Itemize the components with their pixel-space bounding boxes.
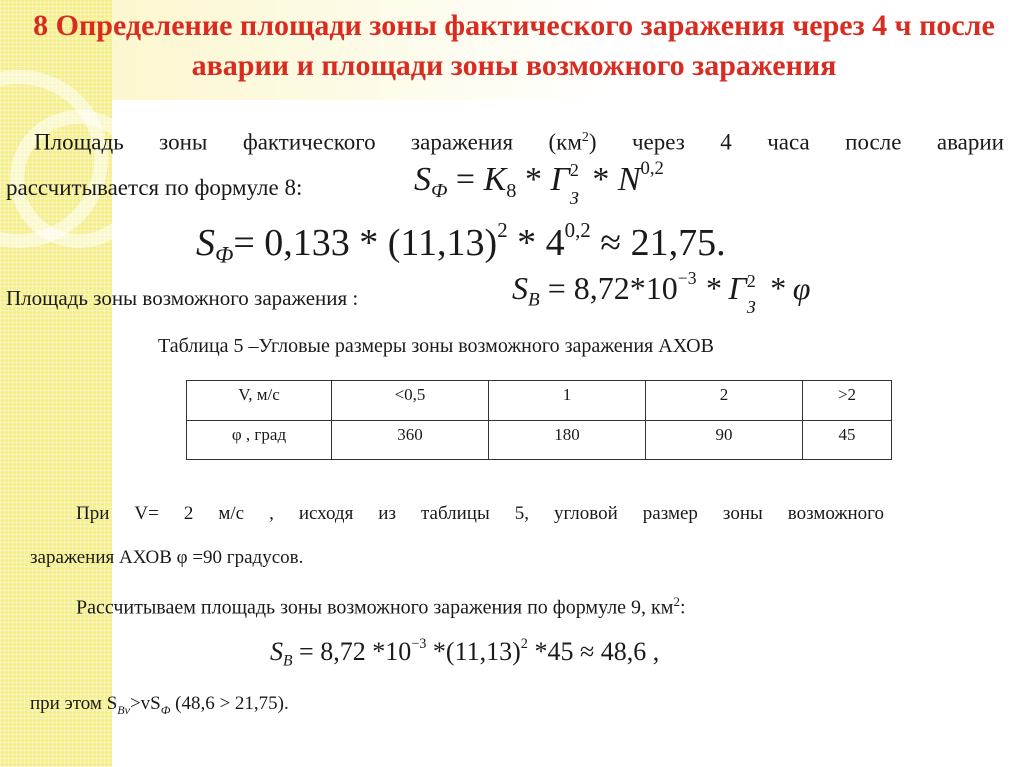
text: Рассчитываем площадь зоны возможного заражения по формуле 9, км [76, 596, 674, 619]
formula-subscript: 8 [506, 180, 517, 203]
table-cell: 180 [489, 420, 646, 460]
formula-expression: * 4 [507, 221, 565, 264]
formula-subscript: Ф [431, 180, 448, 203]
formula-subscript: Ф [215, 242, 234, 268]
formula-symbol: K [483, 160, 507, 198]
formula-symbol: Г [550, 160, 570, 198]
formula-superscript: 2 [569, 159, 579, 180]
formula-symbol: S [414, 160, 431, 198]
formula-8 [414, 158, 664, 208]
formula-expression: = 8,72 *10 [292, 637, 412, 667]
formula-subscript: З [746, 296, 756, 317]
formula-superscript: −3 [411, 636, 427, 652]
table-cell: >2 [803, 381, 892, 421]
angular-size-table [186, 380, 892, 460]
decorative-side-band [0, 0, 112, 767]
formula-symbol: S [270, 637, 283, 667]
paragraph-5 [30, 692, 289, 722]
paragraph-3-line-1: При V= 2 м/с , исходя из таблицы 5, угловой размер зоны возможного [76, 503, 884, 524]
text: ) через 4 часа после аварии [588, 129, 1004, 155]
formula-subscript: В [528, 289, 540, 311]
table-cell: φ , град [187, 420, 332, 460]
formula-symbol: S [512, 269, 528, 306]
superscript: 2 [673, 594, 680, 609]
formula-superscript: 2 [520, 636, 528, 652]
formula-expression: = 0,133 * (11,13) [233, 221, 498, 264]
formula-expression: * φ [760, 269, 811, 306]
formula-9 [512, 268, 811, 317]
formula-superscript: 2 [746, 270, 756, 291]
formula-superscript: −3 [677, 268, 697, 288]
table-cell: 45 [803, 420, 892, 460]
formula-result: *45 ≈ 48,6 , [527, 637, 660, 667]
table-cell: V, м/с [187, 381, 332, 421]
calculation-9 [270, 636, 659, 671]
formula-symbol: S [196, 221, 215, 264]
paragraph-1-line-1 [34, 124, 1004, 157]
table-cell: 1 [489, 381, 646, 421]
paragraph-2: Площадь зоны возможного заражения : [6, 286, 359, 310]
subscript: Вv [117, 702, 130, 717]
text: Площадь зоны фактического заражения (км [34, 129, 582, 155]
table-cell: 2 [646, 381, 803, 421]
formula-symbol: N [617, 160, 641, 198]
table-cell: 360 [332, 420, 489, 460]
table-row [187, 381, 892, 421]
text: (48,6 > 21,75). [170, 693, 289, 714]
paragraph-4 [76, 590, 686, 620]
table-cell: <0,5 [332, 381, 489, 421]
text: : [679, 596, 686, 619]
formula-operator: * [592, 160, 610, 198]
page-title: 8 Определение площади зоны фактического заражения через 4 ч после аварии и площади зоны возможного заражения [33, 9, 995, 82]
formula-operator: = [455, 160, 476, 198]
calculation-8 [196, 218, 726, 269]
formula-expression: = 8,72*10 [539, 269, 678, 306]
table-cell: 90 [646, 420, 803, 460]
formula-superscript: 0,2 [640, 158, 664, 179]
text: при этом S [30, 693, 118, 714]
formula-result: ≈ 21,75. [590, 221, 726, 264]
formula-expression: *(11,13) [426, 637, 521, 667]
paragraph-1-line-2: рассчитывается по формуле 8: [6, 175, 303, 200]
subscript: Ф [160, 702, 171, 717]
table-caption: Таблица 5 –Угловые размеры зоны возможного заражения АХОВ [158, 335, 714, 357]
text: >vS [129, 693, 161, 714]
formula-subscript: В [283, 652, 293, 670]
paragraph-3-line-2: заражения АХОВ φ =90 градусов. [30, 547, 304, 568]
formula-superscript: 2 [497, 218, 508, 242]
formula-superscript: 0,2 [564, 218, 591, 242]
formula-subscript: З [569, 187, 579, 208]
formula-operator: * [524, 160, 542, 198]
superscript: 2 [581, 130, 589, 145]
table-row [187, 420, 892, 460]
formula-expression: * Г [696, 269, 747, 306]
